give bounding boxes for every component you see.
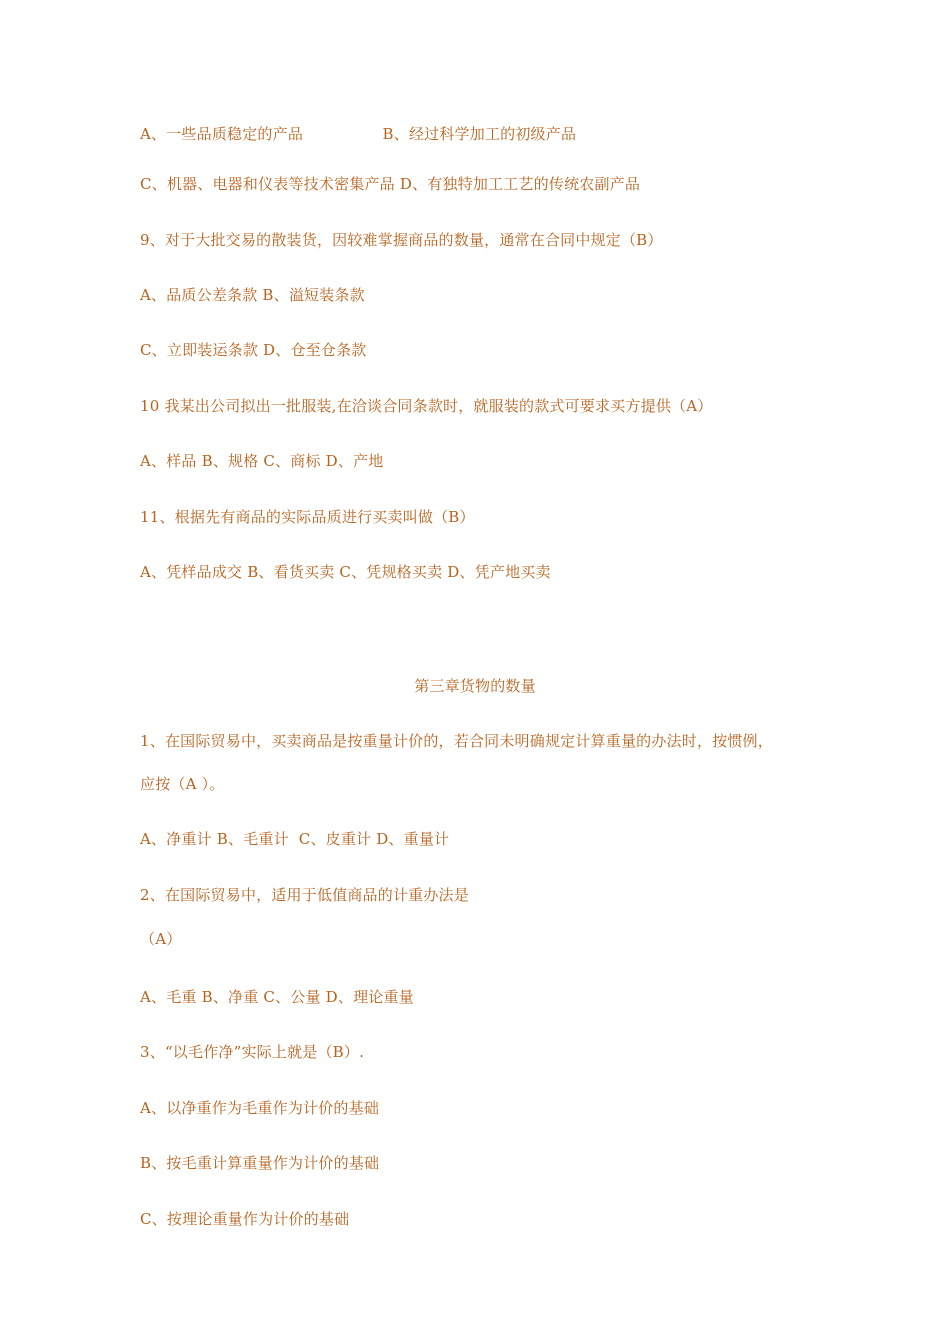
answer-line: （A）: [140, 930, 182, 948]
option-line: C、机器、电器和仪表等技术密集产品 D、有独特加工工艺的传统农副产品: [140, 175, 641, 193]
option-line: A、以净重作为毛重作为计价的基础: [140, 1099, 380, 1117]
option-line: A、样品 B、规格 C、商标 D、产地: [140, 452, 384, 470]
option-line: A、一些品质稳定的产品 B、经过科学加工的初级产品: [140, 125, 577, 143]
option-line: C、按理论重量作为计价的基础: [140, 1210, 350, 1228]
question-line: 9、对于大批交易的散装货，因较难掌握商品的数量，通常在合同中规定（B）: [140, 231, 663, 249]
option-line: B、按毛重计算重量作为计价的基础: [140, 1154, 380, 1172]
question-line: 应按（A ）。: [140, 775, 225, 793]
option-line: A、毛重 B、净重 C、公量 D、理论重量: [140, 988, 414, 1006]
option-line: A、凭样品成交 B、看货买卖 C、凭规格买卖 D、凭产地买卖: [140, 563, 551, 581]
question-line: 3、“以毛作净”实际上就是（B）.: [140, 1043, 365, 1061]
question-line: 10 我某出公司拟出一批服装,在洽谈合同条款时，就服装的款式可要求买方提供（A）: [140, 397, 713, 415]
question-line: 2、在国际贸易中，适用于低值商品的计重办法是: [140, 886, 469, 904]
chapter-title: 第三章货物的数量: [414, 677, 536, 695]
option-line: A、品质公差条款 B、溢短装条款: [140, 286, 365, 304]
question-line: 11、根据先有商品的实际品质进行买卖叫做（B）: [140, 508, 475, 526]
question-line: 1、在国际贸易中，买卖商品是按重量计价的，若合同未明确规定计算重量的办法时，按惯例，: [140, 732, 773, 750]
option-line: C、立即装运条款 D、仓至仓条款: [140, 341, 367, 359]
option-line: A、净重计 B、毛重计 C、皮重计 D、重量计: [140, 830, 450, 848]
